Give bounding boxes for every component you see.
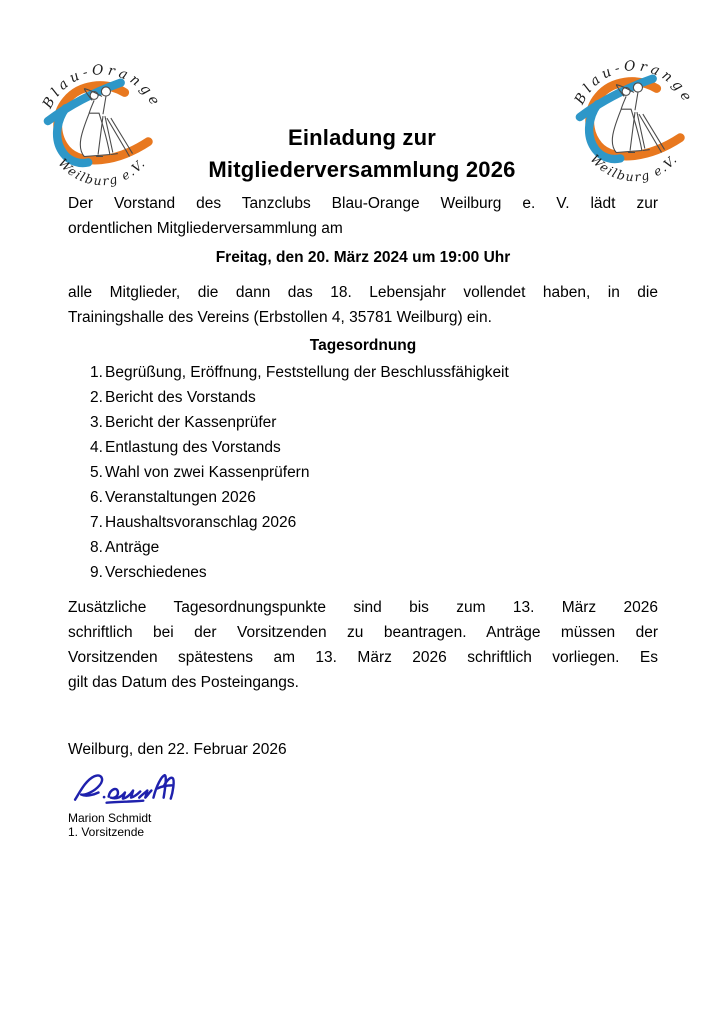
agenda-item-text: Haushaltsvoranschlag 2026 [105, 514, 297, 531]
venue-line: Trainingshalle des Vereins (Erbstollen 4, 35781 Weilburg) ein. [68, 309, 492, 326]
place-date-line: Weilburg, den 22. Februar 2026 [68, 741, 287, 758]
agenda-item-number: 4. [90, 439, 103, 456]
agenda-item-number: 3. [90, 414, 103, 431]
agenda-item-text: Bericht der Kassenprüfer [105, 414, 277, 431]
agenda-item [68, 460, 658, 485]
agenda-item-text: Veranstaltungen 2026 [105, 489, 256, 506]
agenda-item-number: 8. [90, 539, 103, 556]
agenda-item [68, 410, 658, 435]
agenda-item [68, 535, 658, 560]
handwritten-signature [72, 771, 184, 811]
agenda-item [68, 435, 658, 460]
agenda-item-text: Verschiedenes [105, 564, 207, 581]
agenda-item-number: 1. [90, 364, 103, 381]
agenda-heading: Tagesordnung [309, 337, 417, 354]
signatory-name: Marion Schmidt [68, 811, 152, 825]
title-line-1: Einladung zur [287, 125, 437, 150]
agenda-item-text: Entlastung des Vorstands [105, 439, 281, 456]
agenda-item-number: 6. [90, 489, 103, 506]
agenda-item [68, 485, 658, 510]
agenda-item-text: Bericht des Vorstands [105, 389, 256, 406]
agenda-item-number: 9. [90, 564, 103, 581]
document-title [0, 122, 724, 189]
agenda-list [68, 360, 658, 585]
agenda-item-number: 5. [90, 464, 103, 481]
deadline-line: Vorsitzenden spätestens am 13. März 2026 schriftlich vorliegen. Es [68, 649, 658, 666]
deadline-line: gilt das Datum des Posteingangs. [68, 674, 299, 691]
signature-block [68, 771, 658, 811]
logo-arc-top-text: Blau-Orange [571, 58, 697, 108]
logo-arc-bottom-text: Weilburg e.V. [587, 151, 681, 185]
intro-paragraph [68, 191, 658, 241]
agenda-item [68, 360, 658, 385]
agenda-item-text: Anträge [105, 539, 160, 556]
agenda-item [68, 560, 658, 585]
meeting-date-line: Freitag, den 20. März 2024 um 19:00 Uhr [215, 249, 511, 266]
agenda-item-text: Wahl von zwei Kassenprüfern [105, 464, 310, 481]
agenda-item-text: Begrüßung, Eröffnung, Feststellung der Beschlussfähigkeit [105, 364, 509, 381]
deadline-line: schriftlich bei der Vorsitzenden zu beantragen. Anträge müssen der [68, 624, 658, 641]
agenda-item [68, 385, 658, 410]
intro-line: Der Vorstand des Tanzclubs Blau-Orange Weilburg e. V. lädt zur [68, 195, 658, 212]
title-line-2: Mitgliederversammlung 2026 [208, 157, 516, 182]
agenda-item [68, 510, 658, 535]
logo-arc-top-text: Blau-Orange [39, 62, 165, 112]
venue-paragraph [68, 280, 658, 330]
agenda-item-number: 2. [90, 389, 103, 406]
logo-arc-bottom-text: Weilburg e.V. [55, 155, 149, 189]
document-body [68, 191, 658, 839]
intro-line: ordentlichen Mitgliederversammlung am [68, 220, 343, 237]
venue-line: alle Mitglieder, die dann das 18. Lebensjahr vollendet haben, in die [68, 284, 658, 301]
deadline-line: Zusätzliche Tagesordnungspunkte sind bis zum 13. März 2026 [68, 599, 658, 616]
deadline-paragraph [68, 595, 658, 695]
signatory-role: 1. Vorsitzende [68, 825, 145, 839]
agenda-item-number: 7. [90, 514, 103, 531]
signatory [68, 811, 658, 839]
